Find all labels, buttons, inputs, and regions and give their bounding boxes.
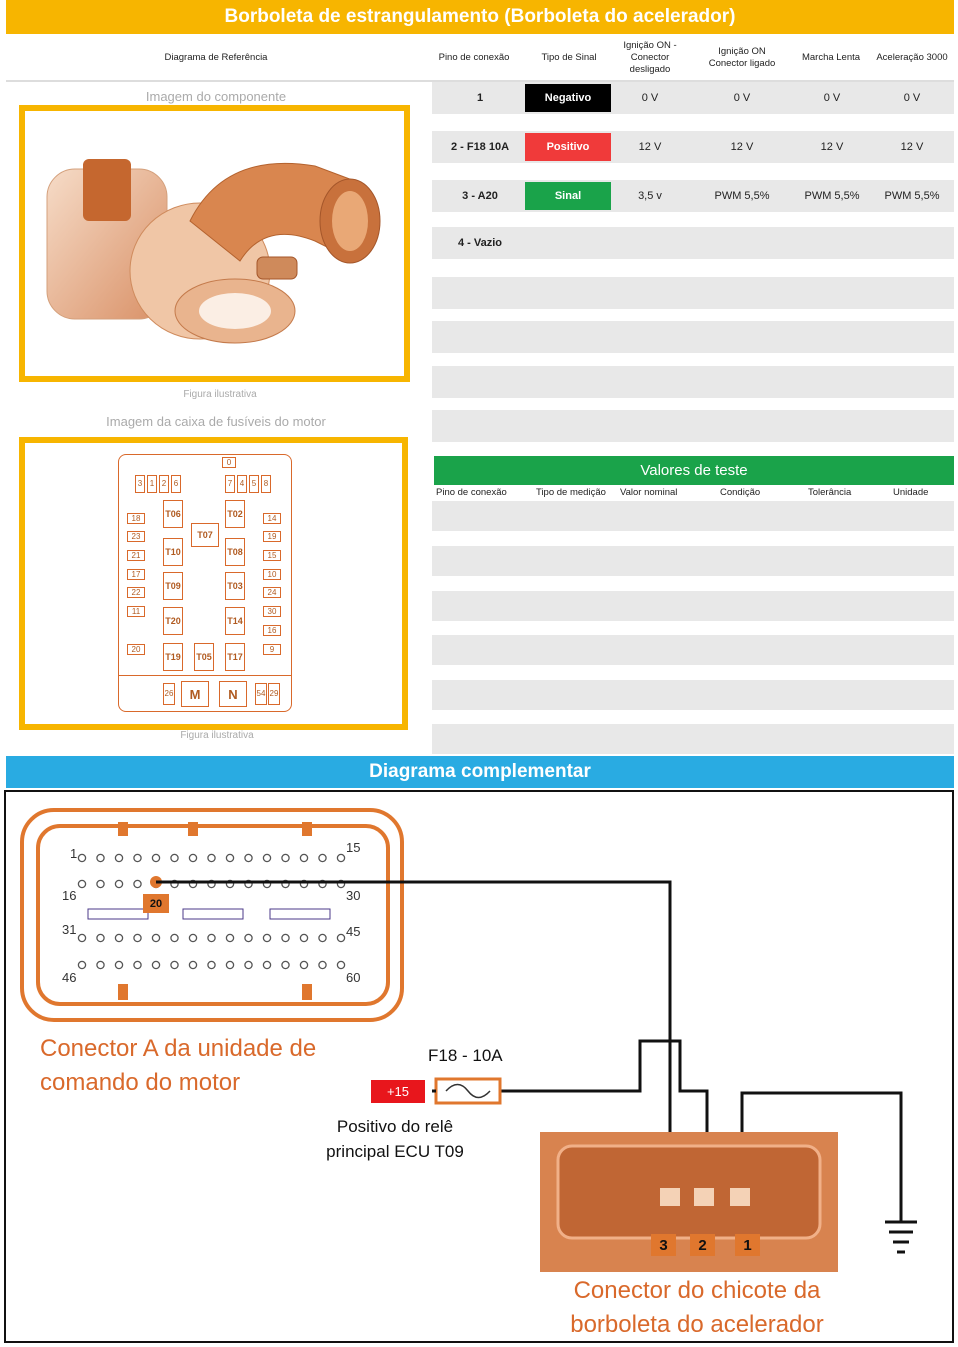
ecu-pin — [300, 961, 307, 968]
relay-right: T08 — [225, 538, 245, 566]
fuse-top-right: 5 — [249, 475, 259, 493]
value-cell: 12 V — [900, 141, 924, 153]
col-accel: Aceleração 3000 — [876, 52, 948, 63]
ecu-pin — [134, 934, 141, 941]
ecu-pin — [263, 854, 270, 861]
ecu-pin — [115, 854, 122, 861]
ecu-pin — [208, 854, 215, 861]
harness-pin: 3 — [651, 1234, 676, 1256]
test-col: Valor nominal — [620, 487, 678, 498]
ecu-pin — [189, 854, 196, 861]
relay-left: T19 — [163, 643, 183, 671]
harness-pin: 1 — [735, 1234, 760, 1256]
ecu-pin — [263, 934, 270, 941]
fuse-right: 14 — [263, 513, 281, 524]
fuse-top-left: 1 — [147, 475, 157, 493]
ecu-pin-label: 45 — [346, 924, 361, 939]
ecu-pin — [282, 934, 289, 941]
ecu-pin — [282, 854, 289, 861]
signal-badge: Sinal — [525, 182, 611, 210]
page-title: Borboleta de estrangulamento (Borboleta do acelerador) — [6, 0, 954, 34]
ecu-pin — [97, 880, 104, 887]
pin-cell: 1 — [476, 92, 484, 104]
fuse-top-right: 8 — [261, 475, 271, 493]
fuse-left: 21 — [127, 550, 145, 561]
ecu-pin — [115, 880, 122, 887]
signal-badge: Positivo — [525, 133, 611, 161]
fuse-right: 24 — [263, 587, 281, 598]
ecu-pin — [319, 854, 326, 861]
fuse-right: 9 — [263, 644, 281, 655]
col-signal: Tipo de Sinal — [541, 52, 597, 63]
value-cell: 0 V — [903, 92, 921, 104]
relay-n: N — [219, 681, 247, 707]
relay-m: M — [181, 681, 209, 707]
fuse-right: 10 — [263, 569, 281, 580]
ecu-pin — [171, 961, 178, 968]
ecu-pin — [245, 961, 252, 968]
fuse-right: 16 — [263, 625, 281, 636]
relay-right: T14 — [225, 607, 245, 635]
col-idle: Marcha Lenta — [801, 52, 861, 63]
col-ign-off: Ignição ON - Conector desligado — [623, 40, 677, 75]
fusebox-caption: Imagem da caixa de fusíveis do motor — [106, 414, 326, 429]
fuse-bottom: 26 — [163, 683, 175, 705]
signal-badge: Negativo — [525, 84, 611, 112]
fuse-left: 17 — [127, 569, 145, 580]
fuse-right: 19 — [263, 531, 281, 542]
harness-connector-label: Conector do chicote da borboleta do acelerador — [570, 1277, 824, 1338]
relay-label: Positivo do relê principal ECU T09 — [326, 1117, 464, 1161]
fuse-bottom: 29 — [268, 683, 280, 705]
ecu-pin — [134, 961, 141, 968]
fuse-label: F18 - 10A — [428, 1046, 503, 1065]
ecu-pin-label: 46 — [62, 970, 77, 985]
relay-left: T09 — [163, 572, 183, 600]
value-cell: PWM 5,5% — [804, 190, 860, 202]
ecu-pin — [226, 854, 233, 861]
ecu-pin-label: 30 — [346, 888, 361, 903]
ecu-pin — [97, 854, 104, 861]
ecu-pin — [319, 934, 326, 941]
test-col: Tolerância — [808, 487, 852, 498]
fuse-left: 18 — [127, 513, 145, 524]
fuse-right: 15 — [263, 550, 281, 561]
figure-caption-2: Figura ilustrativa — [180, 730, 254, 741]
ecu-pin — [152, 961, 159, 968]
ecu-pin — [245, 934, 252, 941]
relay-left: T10 — [163, 538, 183, 566]
ecu-pin — [171, 934, 178, 941]
ecu-pin-label: 15 — [346, 840, 361, 855]
ecu-pin — [97, 961, 104, 968]
relay-bottom: T05 — [194, 643, 214, 671]
plus15-badge: +15 — [371, 1080, 425, 1103]
ecu-pin-20-badge: 20 — [143, 894, 169, 913]
fuse-top-right: 7 — [225, 475, 235, 493]
value-cell: 0 V — [733, 92, 751, 104]
test-col: Tipo de medição — [536, 487, 606, 498]
fuse-top-left: 6 — [171, 475, 181, 493]
relay-left: T20 — [163, 607, 183, 635]
harness-pin: 2 — [690, 1234, 715, 1256]
ecu-pin-label: 31 — [62, 922, 77, 937]
ecu-pin — [152, 934, 159, 941]
fuse-bottom: 54 — [255, 683, 267, 705]
fuse-left: 23 — [127, 531, 145, 542]
relay-right: T02 — [225, 500, 245, 528]
pin-cell: 4 - Vazio — [457, 237, 503, 249]
ecu-pin — [282, 961, 289, 968]
value-cell: PWM 5,5% — [884, 190, 940, 202]
pin-cell: 2 - F18 10A — [450, 141, 510, 153]
value-cell: 0 V — [823, 92, 841, 104]
value-cell: 0 V — [641, 92, 659, 104]
col-pin: Pino de conexão — [438, 52, 510, 63]
pin-cell: 3 - A20 — [462, 190, 498, 202]
value-cell: 12 V — [730, 141, 754, 153]
value-cell: 3,5 v — [638, 190, 662, 202]
fuse-top-left: 2 — [159, 475, 169, 493]
relay-right: T03 — [225, 572, 245, 600]
ecu-pin — [245, 854, 252, 861]
figure-caption: Figura ilustrativa — [183, 389, 257, 400]
ecu-pin — [337, 934, 344, 941]
ecu-pin — [134, 880, 141, 887]
value-cell: 12 V — [820, 141, 844, 153]
col-diagram: Diagrama de Referência — [164, 52, 268, 63]
ecu-connector-label: Conector A da unidade de comando do motor — [40, 1035, 317, 1096]
relay-center: T07 — [191, 523, 219, 547]
test-col: Condição — [720, 487, 761, 498]
ecu-pin-label: 1 — [70, 846, 78, 861]
test-col: Unidade — [893, 487, 929, 498]
col-ign-on: Ignição ON Conector ligado — [708, 46, 776, 69]
ecu-pin — [337, 854, 344, 861]
test-values-title: Valores de teste — [434, 456, 954, 485]
ecu-pin — [97, 934, 104, 941]
relay-left: T06 — [163, 500, 183, 528]
ecu-pin — [78, 854, 85, 861]
ecu-pin-label: 16 — [62, 888, 77, 903]
ecu-pin — [134, 854, 141, 861]
ecu-pin — [189, 961, 196, 968]
ecu-pin — [300, 854, 307, 861]
fuse-left: 11 — [127, 606, 145, 617]
ecu-pin — [115, 961, 122, 968]
fuse-left: 20 — [127, 644, 145, 655]
ecu-pin — [78, 880, 85, 887]
ecu-pin — [152, 854, 159, 861]
value-cell: PWM 5,5% — [714, 190, 770, 202]
component-caption: Imagem do componente — [145, 89, 287, 104]
fuse-0: 0 — [222, 457, 236, 468]
ecu-pin — [171, 854, 178, 861]
ecu-pin-label: 60 — [346, 970, 361, 985]
value-cell: 12 V — [638, 141, 662, 153]
ecu-pin — [226, 934, 233, 941]
ecu-pin — [78, 934, 85, 941]
ecu-pin — [208, 934, 215, 941]
fuse-right: 30 — [263, 606, 281, 617]
ecu-pin — [78, 961, 85, 968]
ecu-pin — [189, 934, 196, 941]
fuse-left: 22 — [127, 587, 145, 598]
ecu-pin — [208, 961, 215, 968]
ecu-pin — [337, 961, 344, 968]
ecu-pin — [226, 961, 233, 968]
relay-right: T17 — [225, 643, 245, 671]
ecu-pin — [115, 934, 122, 941]
ecu-pin — [300, 934, 307, 941]
ecu-pin — [263, 961, 270, 968]
ecu-pin — [319, 961, 326, 968]
diagram-title: Diagrama complementar — [6, 756, 954, 788]
fuse-top-right: 4 — [237, 475, 247, 493]
test-col: Pino de conexão — [436, 487, 507, 498]
fuse-top-left: 3 — [135, 475, 145, 493]
